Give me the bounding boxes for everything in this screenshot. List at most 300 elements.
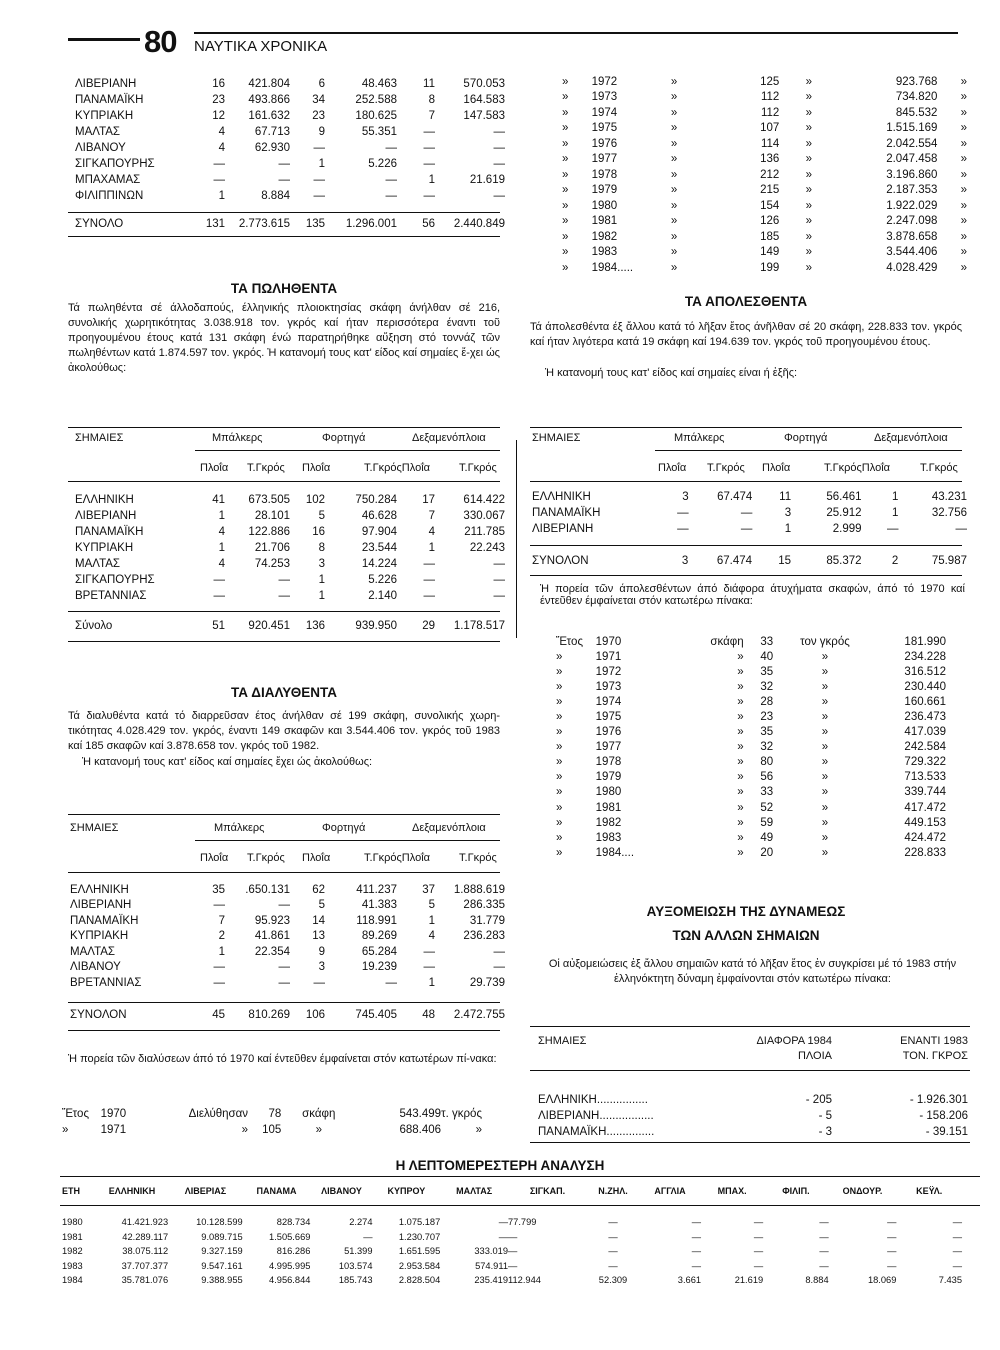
table-cell: » [805, 199, 812, 212]
sold-paragraph: Τά πωληθέντα σέ άλλοδαπούς, έλληνικής πλοιοκτησίας σκάφη άνήλθαν σέ 216, συνολικής χωρητικότητας 3.038.918 τον. γκρός καί ήταν περισσότερα έναντι τοῦ προηγουμένου έτους κατά 131 σκάφη ένώ παρατηρήθηκε αὔξηση στό τοννάζ τῶν πωληθέντων κατά 1.874.597 τον. γκρός. Ἡ κατανομή τους κατ' είδος καί σημαίες ἔ-χει ώς ἀκολούθως: [68, 302, 500, 374]
table-cell: » [821, 650, 829, 663]
table-cell: 105 [262, 1124, 282, 1136]
table-cell: » [556, 741, 563, 754]
table-cell: » [821, 665, 829, 678]
table-cell: 37.707.377 [121, 1260, 169, 1271]
table-cell: » [562, 122, 569, 135]
table-cell: 35 [212, 883, 225, 896]
table-cell: 4 [218, 526, 225, 538]
table-cell: ΚΥΠΡΙΑΚΗ [75, 110, 134, 122]
table-cell: 2.140 [368, 590, 397, 602]
table-cell: » [556, 695, 563, 708]
analysis-heading: Η ΛΕΠΤΟΜΕΡΕΣΤΕΡΗ ΑΝΑΛΥΣΗ [395, 1158, 605, 1173]
col-ships: Πλοΐα [200, 852, 229, 864]
table-cell: 135 [305, 218, 325, 230]
table-cell: ΛΙΒΕΡΙΑΝΗ [75, 510, 137, 522]
table-cell: ΦΙΛΙΠ. [782, 1186, 810, 1196]
table-cell: 22.354 [254, 945, 290, 958]
table-cell: 23 [312, 110, 325, 122]
table-row [75, 108, 505, 124]
table-cell: » [805, 153, 812, 166]
table-cell: — [493, 190, 505, 202]
dismantled-paragraph: Τά διαλυθέντα κατά τό διαρρεῦσαν έτος άνήλθαν σέ 199 σκάφη, συνολικής χωρη-τικότητας 4.028.429 τον. γκρός, έναντι 149 σκαφῶν και 3.544.406 τον. γκρός τοῦ 1983 καί 185 σκαφῶν καί 3.878.658 τον. γκρός τοῦ 1982. [68, 710, 500, 752]
table-cell: Ν.ΖΗΛ. [598, 1186, 628, 1196]
table-cell: » [960, 137, 967, 150]
table-cell: 1 [218, 510, 225, 522]
table-cell: » [960, 168, 967, 181]
table-cell: » [805, 91, 812, 104]
table-cell: 2 [218, 930, 225, 943]
table-cell: 41.421.923 [121, 1217, 169, 1228]
table-cell: » [556, 665, 563, 678]
table-cell: ΣΥΝΟΛΟΝ [70, 1009, 127, 1021]
history-row [556, 725, 946, 740]
table-cell: 1.505.669 [269, 1231, 311, 1242]
table-cell: 3 [318, 961, 325, 974]
table-cell: — [493, 126, 505, 138]
dismantled-history-intro: Ἡ πορεία τῶν διαλύσεων άπό τό 1970 καί έντεῦθεν έμφαίνεται στόν κατωτέρων πί-νακα: [68, 1053, 497, 1065]
table-cell: 49 [760, 831, 774, 844]
table-cell: 95.923 [254, 914, 290, 927]
table-cell: 6 [318, 78, 325, 90]
history-row [556, 649, 946, 664]
table-cell: 1974 [591, 106, 618, 119]
header-row [62, 1184, 962, 1198]
divider [195, 840, 500, 841]
table-cell: 252.588 [355, 94, 397, 106]
table-cell: ΚΥΠΡΙΑΚΗ [75, 542, 134, 554]
table-cell: 920.451 [248, 620, 290, 632]
table-cell: 16 [212, 78, 225, 90]
table-cell: 80 [760, 756, 774, 769]
table-cell: 8 [428, 94, 435, 106]
table-cell: 1978 [595, 756, 622, 769]
table-cell: — [423, 961, 435, 974]
table-cell: ΛΙΒΑΝΟΥ [321, 1186, 362, 1196]
table-cell: » [737, 680, 744, 693]
table-cell: 339.744 [904, 786, 946, 799]
table-cell: 1984.... [595, 846, 635, 859]
table-cell: » [737, 846, 744, 859]
table-cell: 1.515.169 [886, 122, 938, 135]
table-cell: 56 [760, 771, 774, 784]
table-cell: 67.474 [717, 491, 753, 503]
table-cell: — [740, 523, 753, 535]
table-cell: 1974 [595, 695, 622, 708]
table-cell: 32 [760, 741, 774, 754]
table-cell: — [385, 190, 397, 202]
table-cell: 48 [422, 1009, 435, 1021]
table-cell: 7.435 [938, 1275, 962, 1286]
table-cell: 1.922.029 [886, 199, 938, 212]
table-cell: — [753, 1231, 764, 1242]
table-cell: 1 [892, 491, 899, 503]
col-tankers: Δεξαμενόπλοια [412, 432, 486, 444]
col-tankers: Δεξαμενόπλοια [412, 822, 486, 834]
table-cell: 236.283 [463, 930, 505, 943]
table-cell: 1983 [62, 1260, 83, 1271]
table-cell: 1 [318, 574, 325, 586]
divider [530, 575, 962, 576]
table-cell: 118.991 [356, 914, 397, 927]
table-cell: 810.269 [248, 1009, 290, 1021]
table-cell: » [556, 650, 563, 663]
lost-history-table [556, 634, 946, 860]
history-row [562, 90, 967, 106]
table-cell: 411.237 [356, 883, 397, 896]
table-cell: — [278, 174, 290, 186]
table-cell: 2.999 [832, 523, 862, 535]
table-cell: 55.351 [361, 126, 397, 138]
col-tons: Τ.Γκρός [459, 462, 497, 474]
analysis-header [62, 1184, 962, 1198]
table-cell: » [737, 741, 744, 754]
history-row [562, 229, 967, 245]
table-cell: » [805, 122, 812, 135]
table-cell: 7 [428, 110, 435, 122]
table-cell: ΕΤΗ [62, 1186, 80, 1196]
table-cell: 180.625 [355, 110, 397, 122]
table-cell: » [737, 711, 744, 724]
divider [68, 1002, 500, 1003]
table-cell: » [670, 91, 678, 104]
table-cell: 147.583 [463, 110, 505, 122]
table-cell: » [960, 122, 967, 135]
history-row [556, 785, 946, 800]
table-cell: » [821, 831, 829, 844]
table-cell: — [423, 158, 435, 170]
table-cell: 29.739 [469, 976, 505, 989]
table-cell: 1.296.001 [345, 218, 397, 230]
history-row [556, 830, 946, 845]
table-cell: 3.661 [677, 1275, 702, 1286]
col-bulk: Μπάλκερς [212, 432, 263, 444]
table-cell: — [423, 574, 435, 586]
table-cell: » [562, 215, 569, 228]
history-row [556, 845, 946, 860]
table-cell: 9 [318, 126, 325, 138]
table-cell: 1980 [62, 1217, 83, 1228]
table-cell: 8.884 [261, 190, 290, 202]
col-vs-unit: ΤΟΝ. ΓΚΡΟΣ [902, 1050, 968, 1062]
table-cell: - 158.206 [919, 1110, 968, 1122]
table-cell: 3.878.658 [886, 230, 938, 243]
sold-table [75, 492, 505, 604]
table-row [70, 944, 505, 960]
divider [68, 212, 500, 213]
table-cell: » [556, 756, 563, 769]
table-cell: » [805, 246, 812, 259]
table-cell: 286.335 [463, 899, 505, 912]
table-cell: 28 [760, 695, 774, 708]
table-row [62, 1273, 962, 1288]
table-cell: ΜΑΛΤΑΣ [75, 126, 121, 138]
table-cell: 1984 [62, 1275, 83, 1286]
table-cell: 9.089.715 [201, 1231, 243, 1242]
table-cell: » [960, 199, 967, 212]
increase-table [538, 1092, 968, 1140]
divider [68, 814, 500, 815]
table-cell: 5 [318, 899, 325, 912]
table-cell: 23 [760, 711, 774, 724]
table-cell: » [960, 261, 967, 274]
table-cell: 1981 [591, 215, 618, 228]
table-cell: 97.904 [361, 526, 397, 538]
table-cell: - 5 [818, 1110, 832, 1122]
history-row [562, 198, 967, 214]
table-cell: 493.866 [248, 94, 290, 106]
table-row [75, 124, 505, 140]
table-cell: — [691, 1246, 702, 1257]
table-cell: ΑΓΓΛΙΑ [654, 1186, 686, 1196]
table-cell: » [821, 741, 829, 754]
table-cell: 2.440.849 [453, 218, 505, 230]
table-row [62, 1215, 962, 1230]
table-cell: 234.228 [904, 650, 946, 663]
table-cell: 67.474 [716, 555, 753, 567]
header-rule-left [68, 38, 140, 41]
table-cell: » [737, 695, 744, 708]
table-cell: — [423, 945, 435, 958]
table-cell: 67.713 [254, 126, 290, 138]
table-cell: — [278, 961, 290, 974]
table-cell: 1 [318, 590, 325, 602]
table-cell: » [805, 215, 812, 228]
table-cell: 102 [305, 494, 325, 506]
table-cell: 56 [422, 218, 435, 230]
table-cell: ΜΑΛΤΑΣ [70, 945, 116, 958]
table-cell: 41 [212, 494, 225, 506]
table-cell: 17 [422, 494, 435, 506]
table-cell: 122.886 [248, 526, 290, 538]
table-cell: » [805, 75, 812, 88]
table-cell: 23 [212, 94, 225, 106]
divider [68, 611, 500, 612]
table-cell: 1983 [591, 246, 618, 259]
table-cell: 1.888.619 [453, 883, 505, 896]
dismantled-heading: ΤΑ ΔΙΑΛΥΘΕΝΤΑ [231, 685, 337, 700]
table-cell: — [213, 961, 225, 974]
table-cell: » [475, 1124, 482, 1136]
table-cell: 316.512 [904, 665, 946, 678]
table-cell: 1980 [591, 199, 618, 212]
table-cell: — [313, 142, 325, 154]
table-cell: 543.499 [399, 1108, 442, 1120]
table-cell: 1.178.517 [453, 620, 505, 632]
table-cell: » [670, 122, 678, 135]
table-cell: » [556, 786, 563, 799]
history-row [562, 214, 967, 230]
table-cell: 78 [268, 1108, 282, 1120]
table-cell: 1 [892, 507, 899, 519]
table-cell: ΠΑΝΑΜΑΪΚΗ [532, 507, 601, 519]
table-cell: — [423, 190, 435, 202]
col-tons-ships: Τ.ΓκρόςΠλοΐα [364, 852, 430, 864]
table-cell: — [753, 1217, 764, 1228]
lost-table [532, 489, 967, 537]
table-cell: 4.956.844 [269, 1275, 311, 1286]
table-cell: — [508, 1231, 518, 1242]
table-cell: 211.785 [464, 526, 505, 538]
table-cell: ΣΙΓΚΑΠΟΥΡΗΣ [75, 574, 155, 586]
table-cell: 21.619 [469, 174, 505, 186]
table-cell: 112 [760, 106, 780, 119]
divider [60, 1205, 980, 1206]
table-cell: 1975 [591, 122, 618, 135]
table-cell: 2.042.554 [886, 137, 938, 150]
history-row [556, 679, 946, 694]
table-cell: 1 [218, 945, 225, 958]
table-cell: 8.884 [805, 1275, 829, 1286]
table-row [75, 188, 505, 204]
table-row [538, 1124, 968, 1140]
table-cell: 9.547.161 [201, 1260, 243, 1271]
table-cell: ΠΑΝΑΜΑΪΚΗ [75, 94, 144, 106]
table-cell: — [493, 142, 505, 154]
col-tons: Τ.Γκρός [459, 852, 497, 864]
table-cell: » [737, 650, 744, 663]
table-cell: 2.828.504 [398, 1275, 441, 1286]
table-cell: 614.422 [463, 494, 505, 506]
table-cell: » [821, 786, 829, 799]
table-cell: 16 [312, 526, 325, 538]
table-cell: 1982 [595, 816, 622, 829]
table-cell: 62.930 [254, 142, 290, 154]
table-cell: 1973 [595, 680, 622, 693]
table-cell: ΕΛΛΗΝΙΚΗ [70, 883, 129, 896]
table-cell: 62 [312, 883, 325, 896]
table-cell: 10.128.599 [196, 1217, 243, 1228]
table-cell: ΕΛΛΗΝΙΚΗ................ [538, 1094, 648, 1106]
table-cell: » [960, 91, 967, 104]
table-cell: 1973 [591, 91, 618, 104]
table-cell: — [385, 142, 397, 154]
col-flags: ΣΗΜΑΙΕΣ [70, 822, 119, 834]
table-cell: 3.196.860 [886, 168, 938, 181]
table-cell: — [385, 976, 397, 989]
table-cell: — [213, 174, 225, 186]
table-cell: — [385, 174, 397, 186]
table-cell: 32 [760, 680, 774, 693]
col-cargo: Φορτηγά [784, 432, 828, 444]
col-tons: Τ.Γκρός [707, 462, 745, 474]
table-cell: - 39.151 [925, 1126, 968, 1138]
table-cell: — [691, 1260, 702, 1271]
table-cell: 242.584 [904, 741, 946, 754]
table-cell: — [498, 1217, 508, 1228]
table-cell: 18.069 [867, 1275, 897, 1286]
flags-total-row [75, 216, 505, 232]
table-cell: ΠΑΝΑΜΑ [256, 1186, 297, 1196]
table-row [75, 572, 505, 588]
table-cell: 160.661 [904, 695, 946, 708]
table-cell: 21.619 [734, 1275, 764, 1286]
table-cell: 45 [212, 1009, 225, 1021]
table-cell: 114 [760, 137, 780, 150]
table-cell: 25.912 [826, 507, 862, 519]
table-cell: 1970 [595, 635, 622, 648]
table-cell: ΛΙΒΕΡΙΑΣ [184, 1186, 227, 1196]
table-cell: 2.274 [349, 1217, 373, 1228]
table-row [70, 898, 505, 914]
table-cell: ΚΕΫΛ. [916, 1186, 943, 1196]
table-cell: 181.990 [904, 635, 946, 648]
table-cell: » [556, 711, 563, 724]
table-cell: 1 [428, 976, 435, 989]
table-cell: 125 [760, 75, 780, 88]
table-cell: 845.532 [895, 106, 938, 119]
table-cell: 38.075.112 [122, 1246, 169, 1257]
table-cell: — [493, 590, 505, 602]
divider [530, 1070, 970, 1071]
table-cell: 74.253 [254, 558, 290, 570]
table-cell: - 1.926.301 [909, 1094, 968, 1106]
table-cell: ΕΛΛΗΝΙΚΗ [532, 491, 591, 503]
table-cell: » [960, 230, 967, 243]
table-cell: 1.230.707 [398, 1231, 441, 1242]
table-cell: ΜΠΑΧ. [717, 1186, 747, 1196]
table-cell: 5.226 [368, 158, 397, 170]
table-cell: 154 [760, 199, 780, 212]
table-cell: 29 [422, 620, 435, 632]
table-cell: 11 [423, 78, 435, 90]
col-vs: ΕΝΑΝΤΙ 1983 [900, 1035, 968, 1047]
table-cell: 112 [760, 91, 780, 104]
table-cell: — [955, 523, 967, 535]
table-row [75, 588, 505, 604]
table-cell: ΣΥΝΟΛΟΝ [532, 555, 589, 567]
table-cell: » [562, 261, 569, 274]
table-cell: 5 [318, 510, 325, 522]
table-cell: 2.247.098 [886, 215, 938, 228]
lost-paragraph: Τά άπολεσθέντα έξ ἄλλου κατά τό λῆξαν ἔτος άνῆλθαν σέ 20 σκάφη, 228.833 τον. γκρός καί ήταν λιγότερα κατά 19 σκάφη καί 194.639 τον. γκρός τοῦ προηγουμένου έτους. [530, 321, 962, 348]
table-cell: 14 [312, 914, 325, 927]
table-cell: » [556, 680, 563, 693]
table-cell: — [691, 1231, 702, 1242]
table-cell: — [278, 158, 290, 170]
table-cell: ΣΥΝΟΛΟ [75, 218, 124, 230]
table-cell: 2.047.458 [886, 153, 938, 166]
table-cell: 1977 [595, 741, 622, 754]
table-cell: 5 [428, 899, 435, 912]
table-row [70, 960, 505, 976]
table-cell: ΟΝΔΟΥΡ. [842, 1186, 883, 1196]
lost-heading: ΤΑ ΑΠΟΛΕΣΘΕΝΤΑ [684, 294, 808, 309]
table-cell: » [737, 786, 744, 799]
table-cell: — [819, 1217, 829, 1228]
dismantled-history-continued [562, 74, 967, 276]
table-cell: » [737, 665, 744, 678]
table-cell: 713.533 [904, 771, 946, 784]
table-cell: » [670, 153, 678, 166]
table-cell: 3.544.406 [886, 246, 938, 259]
table-cell: 126 [760, 215, 780, 228]
table-cell: » [670, 215, 678, 228]
table-cell: » [556, 726, 563, 739]
table-cell: 1972 [591, 75, 618, 88]
table-cell: — [952, 1231, 962, 1242]
table-cell: σκάφη [710, 635, 744, 648]
table-cell: 1981 [62, 1231, 83, 1242]
table-cell: » [960, 215, 967, 228]
table-cell: 1982 [62, 1246, 83, 1257]
table-cell: » [562, 137, 569, 150]
table-cell: 923.768 [895, 75, 938, 88]
table-cell: 40 [760, 650, 774, 663]
flags-table [75, 76, 505, 204]
col-bulk: Μπάλκερς [214, 822, 265, 834]
table-cell: » [315, 1124, 322, 1136]
